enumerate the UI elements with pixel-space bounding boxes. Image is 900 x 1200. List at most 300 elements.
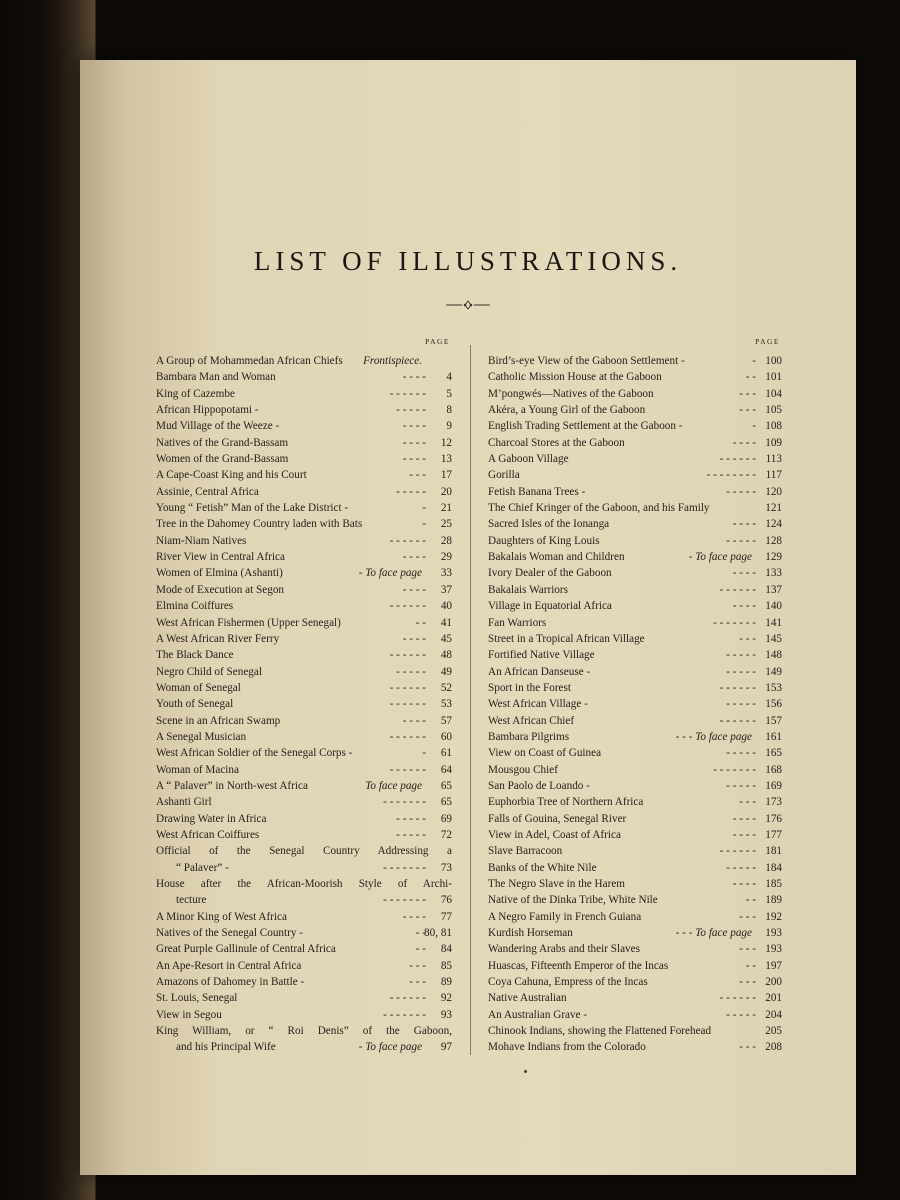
entry-face-note: To face page: [695, 730, 752, 743]
illustration-entry: [156, 386, 452, 402]
entry-page-number: 60: [440, 730, 452, 743]
illustration-entry: [488, 386, 782, 402]
illustration-entry: [488, 500, 782, 516]
entry-dashes: - - - - -: [726, 649, 756, 662]
entry-leader: [739, 402, 756, 418]
illustration-entry: [156, 843, 452, 859]
entry-title: An Australian Grave -: [488, 1008, 588, 1021]
illustration-entry: [156, 582, 452, 598]
entry-page-number: 113: [765, 453, 782, 466]
entry-title: Woman of Senegal: [156, 681, 241, 694]
entry-page-number: 73: [440, 861, 452, 874]
entry-title: King William, or “ Roi Denis” of the Gaboon,: [156, 1025, 452, 1038]
entry-title: Euphorbia Tree of Northern Africa: [488, 796, 644, 809]
entry-dashes: - - - -: [402, 371, 426, 384]
entry-page-number: 93: [440, 1008, 452, 1021]
entry-page-number: 193: [765, 943, 782, 956]
entry-title: Bakalais Warriors: [488, 583, 568, 596]
illustration-entry: [156, 876, 452, 892]
entry-title: Village in Equatorial Africa: [488, 600, 612, 613]
illustration-entry: [156, 418, 452, 434]
entry-dashes: - - - - -: [726, 747, 756, 760]
entry-dashes: -: [358, 1041, 363, 1054]
illustration-entry: [156, 565, 452, 581]
entry-dashes: - - - -: [402, 583, 426, 596]
entry-title: M’pongwés—Natives of the Gaboon: [488, 387, 654, 400]
entry-page-number: 124: [765, 518, 782, 531]
illustration-entry: [156, 598, 452, 614]
entry-title: An African Danseuse -: [488, 665, 591, 678]
entry-title: San Paolo de Loando -: [488, 779, 590, 792]
entry-leader: [720, 713, 756, 729]
entry-leader: [752, 418, 756, 434]
entry-page-number: 48: [440, 649, 452, 662]
illustration-entry: [156, 369, 452, 385]
entry-title: Slave Barracoon: [488, 845, 563, 858]
entry-title: View on Coast of Guinea: [488, 747, 602, 760]
entry-page-number: 41: [440, 616, 452, 629]
entry-page-number: 133: [765, 567, 782, 580]
entry-leader: [746, 892, 756, 908]
illustration-entry: [488, 778, 782, 794]
entry-dashes: - - - -: [402, 436, 426, 449]
entry-page-number: 72: [440, 828, 452, 841]
illustration-entry: [156, 500, 452, 516]
entry-title: Great Purple Gallinule of Central Africa: [156, 943, 336, 956]
entry-leader: [733, 811, 756, 827]
entry-dashes: - - - - - -: [389, 681, 426, 694]
entry-dashes: - - -: [739, 976, 756, 989]
illustration-entry: [156, 631, 452, 647]
entry-dashes: - - -: [739, 404, 756, 417]
left-column: [156, 337, 452, 1056]
entry-title: Negro Child of Senegal: [156, 665, 262, 678]
entry-leader: [739, 1039, 756, 1055]
entry-title: Charcoal Stores at the Gaboon: [488, 436, 625, 449]
entry-title: Bambara Man and Woman: [156, 371, 276, 384]
illustration-entry: [488, 435, 782, 451]
entry-title: Drawing Water in Africa: [156, 812, 267, 825]
entry-dashes: - - - - -: [726, 779, 756, 792]
entry-leader: [752, 353, 756, 369]
entry-leader: [359, 1039, 426, 1055]
entry-leader: [403, 418, 426, 434]
illustration-entry: [156, 925, 452, 941]
entry-leader: [409, 958, 426, 974]
page-title: LIST OF ILLUSTRATIONS.: [253, 246, 683, 276]
entry-page-number: 140: [765, 600, 782, 613]
illustration-entry: [488, 664, 782, 680]
illustration-entry: [156, 435, 452, 451]
entry-title: Bakalais Woman and Children: [488, 551, 625, 564]
illustration-entry: [488, 794, 782, 810]
illustration-entry: [488, 843, 782, 859]
entry-page-number: 33: [440, 567, 452, 580]
illustration-entry: [156, 827, 452, 843]
illustration-entry: [488, 860, 782, 876]
illustration-entry: [156, 549, 452, 565]
entry-title: Ashanti Girl: [156, 796, 212, 809]
entry-leader: [746, 958, 756, 974]
entry-page-number: 156: [765, 698, 782, 711]
illustration-entry: [488, 533, 782, 549]
entry-leader: [390, 990, 426, 1006]
entry-page-number: 161: [765, 730, 782, 743]
entry-title: Huascas, Fifteenth Emperor of the Incas: [488, 959, 669, 972]
right-column: [488, 337, 782, 1056]
entry-title: Scene in an African Swamp: [156, 714, 281, 727]
illustration-entry: [156, 516, 452, 532]
entry-leader: [733, 827, 756, 843]
illustration-entry: [488, 811, 782, 827]
entry-page-number: 184: [765, 861, 782, 874]
page-mark: [524, 1070, 527, 1073]
entry-page-number: 5: [446, 387, 452, 400]
entry-page-number: 13: [440, 453, 452, 466]
illustration-entry: [156, 729, 452, 745]
entry-leader: [720, 680, 756, 696]
entry-title: West African Fishermen (Upper Senegal): [156, 616, 341, 629]
entry-page-number: 77: [440, 910, 452, 923]
entry-leader: [733, 435, 756, 451]
entry-dashes: - - - - -: [396, 485, 426, 498]
entry-title: English Trading Settlement at the Gaboon -: [488, 420, 683, 433]
illustration-entry: [156, 860, 452, 876]
entry-page-number: 17: [440, 469, 452, 482]
entry-title: West African Soldier of the Senegal Corps -: [156, 747, 353, 760]
entry-page-number: 65: [440, 779, 452, 792]
entry-title: Gorilla: [488, 469, 520, 482]
entry-title: Sport in the Forest: [488, 681, 571, 694]
entry-dashes: -: [688, 551, 693, 564]
entry-title: Banks of the White Nile: [488, 861, 597, 874]
entry-title: and his Principal Wife: [176, 1041, 276, 1054]
entry-dashes: - - - - -: [726, 534, 756, 547]
entry-dashes: - - - - - -: [389, 534, 426, 547]
illustration-entry: [488, 451, 782, 467]
entry-leader: [390, 729, 426, 745]
illustration-entry: [156, 402, 452, 418]
illustration-entry: [488, 713, 782, 729]
entry-leader: [720, 990, 756, 1006]
entry-leader: [390, 762, 426, 778]
entry-leader: [403, 435, 426, 451]
entry-leader: [396, 402, 426, 418]
entry-leader: [726, 533, 756, 549]
entry-leader: [383, 794, 426, 810]
entry-page-number: 100: [765, 355, 782, 367]
entry-page-number: 64: [440, 763, 452, 776]
entry-title: African Hippopotami -: [156, 404, 259, 417]
entry-page-number: 173: [765, 796, 782, 809]
illustration-entry: [488, 565, 782, 581]
entry-title: Woman of Macina: [156, 763, 239, 776]
entry-dashes: - - - - - -: [389, 730, 426, 743]
entry-page-number: 168: [765, 763, 782, 776]
entry-page-number: 4: [446, 371, 452, 384]
entry-title: An Ape-Resort in Central Africa: [156, 959, 302, 972]
entry-face-note: To face page: [365, 567, 422, 580]
entry-page-number: 76: [440, 894, 452, 907]
entry-dashes: - -: [745, 371, 756, 384]
entry-title: Bambara Pilgrims: [488, 730, 570, 743]
entry-page-number: 148: [765, 649, 782, 662]
entry-dashes: - - -: [739, 943, 756, 956]
illustration-entry: [156, 533, 452, 549]
entry-title: A Gaboon Village: [488, 453, 569, 466]
entry-dashes: - - -: [739, 632, 756, 645]
entry-leader: [403, 713, 426, 729]
entry-page-number: 197: [765, 959, 782, 972]
entry-title: Fan Warriors: [488, 616, 547, 629]
entry-dashes: - - - -: [732, 878, 756, 890]
entry-leader: [403, 631, 426, 647]
entry-face-note: Frontispiece.: [363, 355, 422, 367]
left-entry-list: [156, 353, 452, 1056]
illustration-entry: [488, 1039, 782, 1055]
entry-dashes: - - - -: [402, 551, 426, 564]
illustration-entry: [488, 353, 782, 369]
entry-leader: [726, 778, 756, 794]
entry-leader: [726, 696, 756, 712]
entry-dashes: -: [422, 747, 426, 760]
entry-page-number: 12: [440, 436, 452, 449]
illustration-entry: [488, 990, 782, 1006]
entry-page-number: 37: [440, 583, 452, 596]
entry-leader: [733, 516, 756, 532]
entry-title: Mud Village of the Weeze -: [156, 420, 280, 433]
entry-page-number: 20: [440, 485, 452, 498]
illustration-entry: [156, 909, 452, 925]
illustration-entry: [488, 369, 782, 385]
entry-leader: [720, 843, 756, 859]
entry-title: Women of the Grand-Bassam: [156, 453, 289, 466]
entry-title: Young “ Fetish” Man of the Lake District -: [156, 502, 349, 515]
entry-page-number: 117: [765, 469, 782, 482]
entry-dashes: - - - - -: [396, 665, 426, 678]
entry-page-number: 89: [440, 976, 452, 989]
entry-title: Akéra, a Young Girl of the Gaboon: [488, 404, 646, 417]
entry-leader: [689, 549, 756, 565]
illustration-entry: [156, 647, 452, 663]
illustration-entry: [488, 729, 782, 745]
illustration-entry: [488, 762, 782, 778]
entry-dashes: - - - - -: [726, 485, 756, 498]
entry-title: Tree in the Dahomey Country laden with Bats: [156, 518, 363, 531]
entry-dashes: -: [752, 355, 756, 367]
entry-leader: [739, 974, 756, 990]
entry-page-number: 189: [765, 894, 782, 907]
entry-page-number: 176: [765, 812, 782, 825]
entry-page-number: 141: [765, 616, 782, 629]
entry-title: West African Village -: [488, 698, 588, 711]
entry-title: Daughters of King Louis: [488, 534, 600, 547]
illustration-entry: [488, 925, 782, 941]
entry-title: West African Chief: [488, 714, 575, 727]
entry-dashes: - - - - - - -: [383, 861, 426, 874]
entry-leader: [396, 664, 426, 680]
entry-leader: [726, 860, 756, 876]
left-page-header: PAGE: [425, 337, 450, 346]
entry-page-number: 97: [440, 1041, 452, 1054]
illustration-entry: [156, 615, 452, 631]
entry-title: Elmina Coiffures: [156, 600, 234, 613]
entry-leader: [359, 565, 426, 581]
entry-leader: [390, 533, 426, 549]
entry-dashes: - - - - - -: [719, 992, 756, 1005]
entry-leader: [365, 778, 426, 794]
entry-title: Women of Elmina (Ashanti): [156, 567, 283, 580]
entry-leader: [363, 353, 426, 369]
entry-title: River View in Central Africa: [156, 551, 285, 564]
illustration-entry: [156, 794, 452, 810]
entry-leader: [739, 941, 756, 957]
illustration-entry: [156, 892, 452, 908]
entry-face-note: To face page: [695, 927, 752, 940]
entry-page-number: 149: [765, 665, 782, 678]
illustration-entry: [156, 941, 452, 957]
entry-leader: [390, 386, 426, 402]
entry-dashes: - - - -: [732, 436, 756, 449]
entry-page-number: 129: [765, 551, 782, 564]
illustration-entry: [488, 631, 782, 647]
entry-dashes: - - - -: [402, 453, 426, 466]
entry-title: Kurdish Horseman: [488, 927, 573, 940]
entry-leader: [422, 500, 426, 516]
entry-title: A Negro Family in French Guiana: [488, 910, 642, 923]
entry-dashes: - - - -: [732, 518, 756, 531]
entry-dashes: - - - - -: [396, 828, 426, 841]
entry-dashes: - - -: [675, 730, 693, 743]
entry-title: Wandering Arabs and their Slaves: [488, 943, 640, 956]
illustration-entry: [156, 745, 452, 761]
entry-dashes: - - - -: [402, 632, 426, 645]
entry-page-number: 192: [765, 910, 782, 923]
entry-dashes: - - - - -: [726, 665, 756, 678]
entry-leader: [416, 941, 426, 957]
illustration-entry: [488, 680, 782, 696]
entry-title: View in Segou: [156, 1008, 222, 1021]
entry-page-number: 25: [440, 518, 452, 531]
illustration-entry: [156, 990, 452, 1006]
entry-title: View in Adel, Coast of Africa: [488, 828, 621, 841]
entry-page-number: 105: [765, 404, 782, 417]
entry-leader: [416, 615, 426, 631]
entry-title: Catholic Mission House at the Gaboon: [488, 371, 662, 384]
entry-dashes: - -: [415, 927, 426, 940]
illustration-entry: [488, 598, 782, 614]
entry-title: Sacred Isles of the Ionanga: [488, 518, 610, 531]
entry-page-number: 57: [440, 714, 452, 727]
entry-title: Street in a Tropical African Village: [488, 632, 645, 645]
entry-leader: [422, 745, 426, 761]
illustration-entry: [488, 402, 782, 418]
entry-dashes: - - - - - -: [389, 387, 426, 400]
entry-page-number: 204: [765, 1008, 782, 1021]
entry-leader: [403, 451, 426, 467]
column-divider: [470, 345, 471, 1055]
illustration-entry: [488, 1023, 782, 1039]
entry-title: Mousgou Chief: [488, 763, 558, 776]
entry-dashes: - - - - - -: [719, 453, 756, 466]
entry-leader: [403, 909, 426, 925]
illustration-entry: [488, 582, 782, 598]
entry-dashes: - -: [745, 894, 756, 907]
entry-page-number: 177: [765, 828, 782, 841]
entry-dashes: - - - -: [402, 714, 426, 727]
entry-dashes: - - -: [675, 927, 693, 940]
entry-title: Natives of the Senegal Country -: [156, 927, 303, 940]
entry-leader: [739, 794, 756, 810]
entry-leader: [383, 860, 426, 876]
illustration-entry: [488, 745, 782, 761]
entry-title: Fortified Native Village: [488, 649, 595, 662]
entry-page-number: 205: [765, 1025, 782, 1038]
entry-dashes: - - - - - -: [719, 681, 756, 694]
entry-title: King of Cazembe: [156, 387, 235, 400]
entry-leader: [726, 745, 756, 761]
entry-dashes: - - - -: [732, 600, 756, 613]
entry-page-number: 109: [765, 436, 782, 449]
entry-leader: [739, 386, 756, 402]
entry-page-number: 40: [440, 600, 452, 613]
entry-dashes: - - - - - -: [389, 763, 426, 776]
entry-page-number: 145: [765, 632, 782, 645]
entry-title: Native Australian: [488, 992, 567, 1005]
entry-title: Native of the Dinka Tribe, White Nile: [488, 894, 658, 907]
entry-page-number: 52: [440, 681, 452, 694]
illustration-entry: [156, 1023, 452, 1039]
entry-title: Bird’s-eye View of the Gaboon Settlement -: [488, 355, 685, 367]
entry-page-number: 201: [765, 992, 782, 1005]
entry-face-note: To face page: [365, 1041, 422, 1054]
entry-title: A Minor King of West Africa: [156, 910, 287, 923]
entry-leader: [733, 598, 756, 614]
entry-dashes: - - - - -: [726, 1008, 756, 1021]
entry-leader: [720, 582, 756, 598]
entry-dashes: - - - - - -: [719, 583, 756, 596]
entry-title: Mohave Indians from the Colorado: [488, 1041, 646, 1054]
entry-title: A Senegal Musician: [156, 730, 247, 743]
illustration-entry: [488, 974, 782, 990]
entry-leader: [383, 1007, 426, 1023]
entry-dashes: - - -: [739, 1041, 756, 1054]
entry-title: Niam-Niam Natives: [156, 534, 247, 547]
entry-dashes: - - - - - -: [389, 649, 426, 662]
entry-dashes: - - - - -: [726, 861, 756, 874]
entry-title: Natives of the Grand-Bassam: [156, 436, 289, 449]
entry-dashes: - - - - -: [726, 698, 756, 711]
illustration-entry: [488, 827, 782, 843]
illustration-entry: [156, 696, 452, 712]
entry-page-number: 84: [440, 943, 452, 956]
entry-dashes: - - - - - - -: [383, 1008, 426, 1021]
entry-leader: [390, 696, 426, 712]
illustration-entry: [156, 713, 452, 729]
entry-title: The Black Dance: [156, 649, 234, 662]
entry-leader: [739, 909, 756, 925]
entry-dashes: - - -: [409, 959, 426, 972]
entry-page-number: 104: [765, 387, 782, 400]
entry-leader: [739, 631, 756, 647]
entry-page-number: 29: [440, 551, 452, 564]
entry-leader: [746, 369, 756, 385]
entry-leader: [713, 762, 756, 778]
entry-title: Youth of Senegal: [156, 698, 234, 711]
entry-page-number: 200: [765, 976, 782, 989]
entry-dashes: -: [358, 567, 363, 580]
entry-face-note: To face page: [695, 551, 752, 564]
